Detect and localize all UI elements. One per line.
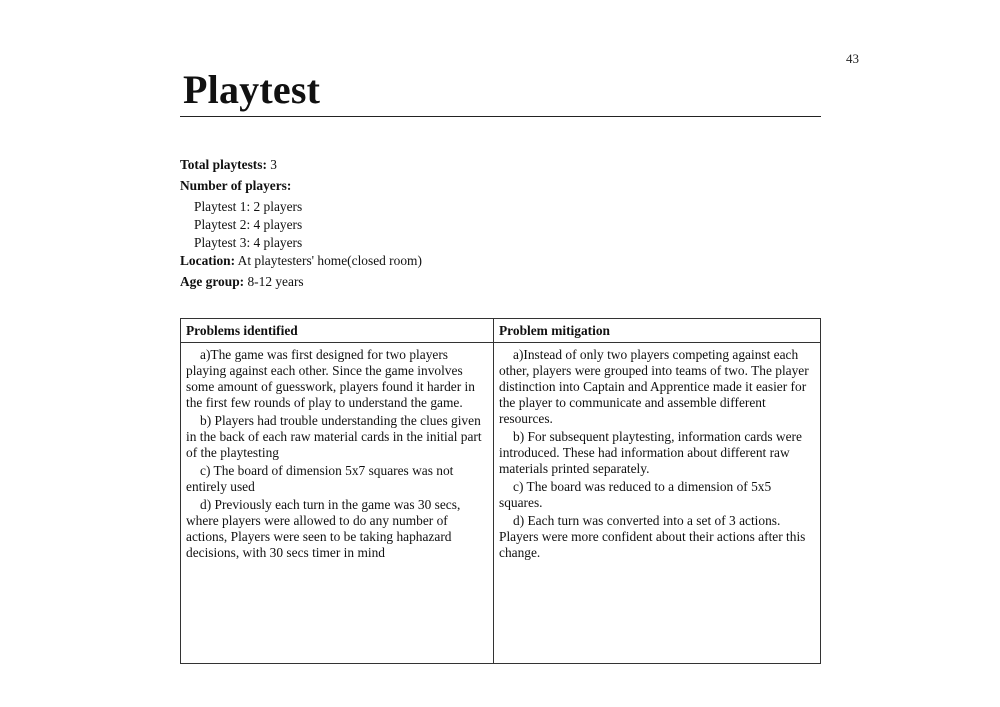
problem-mitigation-header: Problem mitigation (494, 319, 821, 343)
problems-cell (181, 343, 494, 664)
location-row (180, 252, 422, 270)
playtest-summary (180, 156, 422, 291)
number-of-players-label: Number of players: (180, 178, 292, 193)
problem-c: c) The board of dimension 5x7 squares was not entirely used (186, 463, 454, 494)
problems-mitigation-table (180, 318, 821, 664)
table-row (181, 343, 821, 664)
age-group-value: 8-12 years (247, 274, 304, 289)
mitigations-cell (494, 343, 821, 664)
mitigation-b: b) For subsequent playtesting, information cards were introduced. These had information about different raw materials printed separately. (499, 429, 802, 476)
title-underline (180, 116, 821, 117)
playtest-2-players: Playtest 2: 4 players (194, 217, 303, 232)
age-group-row (180, 273, 422, 291)
total-playtests-value: 3 (270, 157, 277, 172)
total-playtests-label: Total playtests: (180, 157, 267, 172)
mitigation-d: d) Each turn was converted into a set of 3 actions. Players were more confident about their actions after this change. (499, 513, 806, 560)
mitigation-a: a)Instead of only two players competing against each other, players were grouped into teams of two. The player distinction into Captain and Apprentice made it easier for the player to communicate and assemble different resources. (499, 347, 809, 426)
page-number: 43 (846, 51, 859, 66)
playtest-3-players: Playtest 3: 4 players (194, 235, 303, 250)
mitigation-c: c) The board was reduced to a dimension of 5x5 squares. (499, 479, 772, 510)
age-group-label: Age group: (180, 274, 245, 289)
problems-identified-header: Problems identified (181, 319, 494, 343)
total-playtests-row (180, 156, 422, 174)
problem-d: d) Previously each turn in the game was 30 secs, where players were allowed to do any number of actions, Players were seen to be taking haphazard decisions, with 30 secs timer in mind (186, 497, 461, 560)
page-title: Playtest (183, 67, 321, 112)
location-value: At playtesters' home(closed room) (237, 253, 422, 268)
location-label: Location: (180, 253, 236, 268)
table-header-row (181, 319, 821, 343)
problem-a: a)The game was first designed for two players playing against each other. Since the game involves some amount of guesswork, players found it harder in the first few rounds of play to understand the game. (186, 347, 475, 410)
number-of-players-row (180, 177, 422, 195)
problem-b: b) Players had trouble understanding the clues given in the back of each raw material cards in the initial part of the playtesting (186, 413, 482, 460)
playtest-1-players: Playtest 1: 2 players (194, 199, 303, 214)
